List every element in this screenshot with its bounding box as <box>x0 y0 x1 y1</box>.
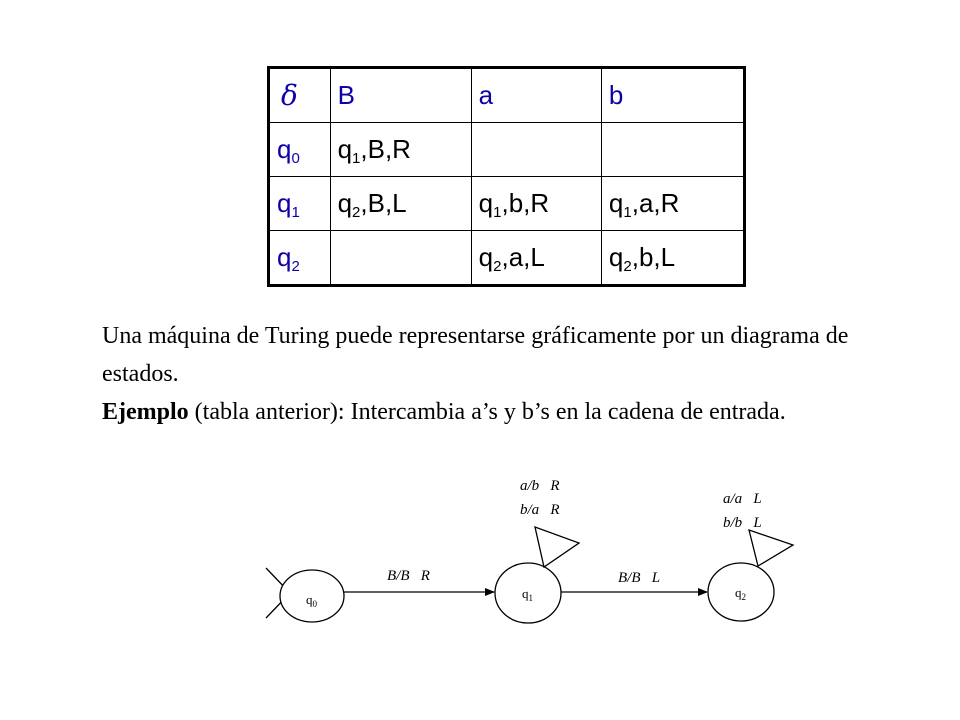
loop-label-q2-line2: b/b L <box>723 515 762 531</box>
transition-cell: $q_1,b,R$ <box>471 177 601 231</box>
state-label-q2: $q_2$ <box>735 585 746 602</box>
transition-cell: $q_2,B,L$ <box>330 177 471 231</box>
transition-label-q1-q2: B/B L <box>618 570 661 586</box>
example-text: (tabla anterior): Intercambia a’s y b’s en la cadena de entrada. <box>188 399 786 425</box>
state-cell-q0: $q_0$ <box>269 123 331 177</box>
col-header-b: b <box>601 68 744 123</box>
state-cell-q1: $q_1$ <box>269 177 331 231</box>
col-header-B: B <box>330 68 471 123</box>
transition-label-q0-q1: B/B R <box>387 568 430 584</box>
state-label-q0: $q_0$ <box>306 592 317 609</box>
col-header-a: a <box>471 68 601 123</box>
description-paragraph: Una máquina de Turing puede representarse gráficamente por un diagrama de estados. <box>102 323 849 387</box>
transition-cell: $q_1,B,R$ <box>330 123 471 177</box>
transition-cell: $q_2,a,L$ <box>471 231 601 286</box>
self-loop-q2 <box>749 530 793 566</box>
loop-label-q2-line1: a/a L <box>723 491 762 507</box>
delta-symbol: δ <box>281 79 298 112</box>
state-cell-q2: $q_2$ <box>269 231 331 286</box>
transition-cell: $q_2,b,L$ <box>601 231 744 286</box>
example-label: Ejemplo <box>102 399 189 425</box>
loop-label-q1-line1: a/b R <box>520 478 560 494</box>
transition-cell: $q_1,a,R$ <box>601 177 744 231</box>
state-label-q1: $q_1$ <box>522 586 533 603</box>
loop-label-q1-line2: b/a R <box>520 502 560 518</box>
self-loop-q1 <box>535 527 579 567</box>
